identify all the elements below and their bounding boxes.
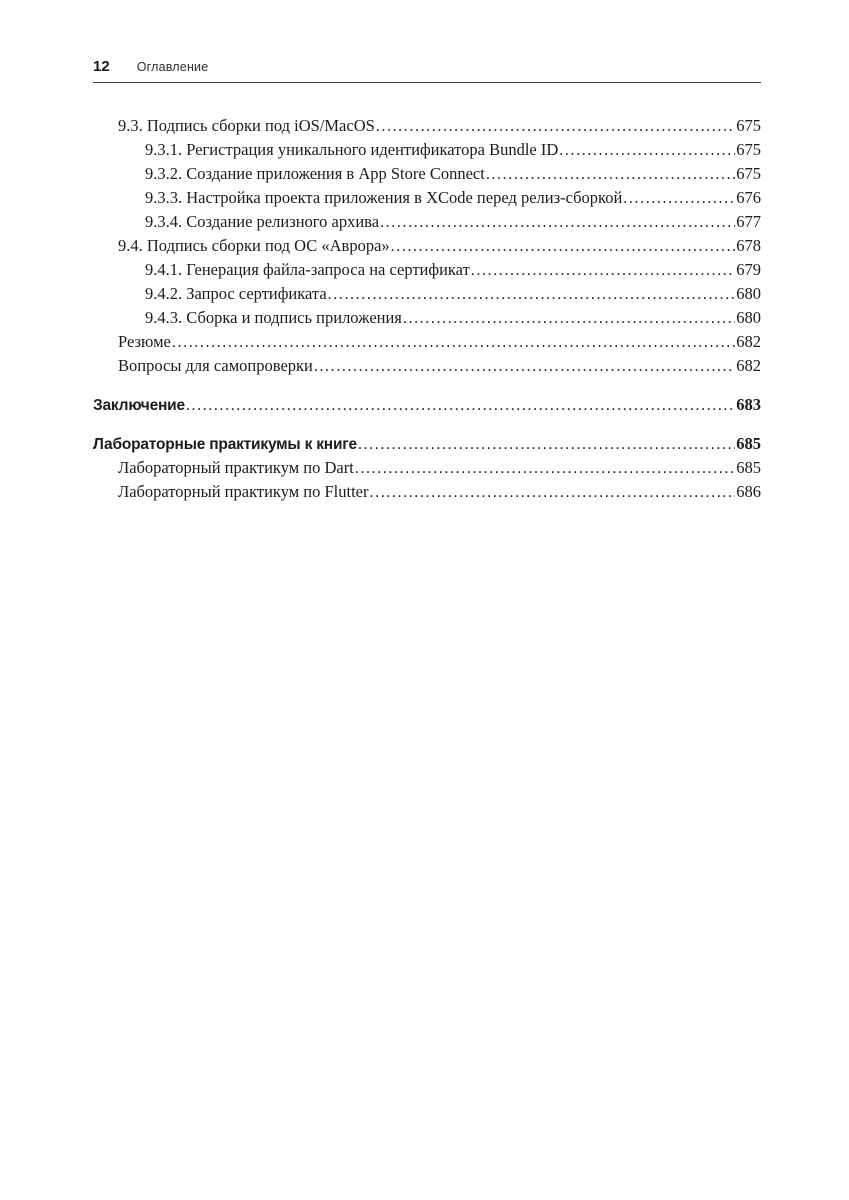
toc-entry-page-number: 675	[736, 164, 761, 183]
toc-entry-title: Лабораторный практикум по Flutter	[118, 482, 369, 501]
toc-entry	[93, 138, 761, 162]
page-number: 12	[93, 58, 110, 75]
toc-entry	[93, 210, 761, 234]
toc-entry-title: 9.4.1. Генерация файла-запроса на сертификат	[145, 260, 470, 279]
toc-entry	[93, 432, 761, 456]
dot-leader	[380, 210, 735, 234]
dot-leader	[172, 330, 735, 354]
table-of-contents	[93, 114, 761, 504]
running-head-title: Оглавление	[136, 60, 209, 74]
toc-entry	[93, 186, 761, 210]
toc-entry-title: Лабораторный практикум по Dart	[118, 458, 354, 477]
dot-leader	[355, 456, 735, 480]
toc-entry-title: Резюме	[118, 332, 171, 351]
toc-entry-page-number: 686	[736, 482, 761, 501]
dot-leader	[370, 480, 736, 504]
toc-entry	[93, 480, 761, 504]
toc-entry-page-number: 682	[736, 332, 761, 351]
toc-entry-title: Лабораторные практикумы к книге	[93, 436, 357, 453]
dot-leader	[623, 186, 735, 210]
toc-entry-title: 9.3. Подпись сборки под iOS/MacOS	[118, 116, 375, 135]
toc-entry	[93, 234, 761, 258]
running-head	[93, 58, 761, 83]
dot-leader	[314, 354, 735, 378]
dot-leader	[486, 162, 735, 186]
toc-entry	[93, 456, 761, 480]
toc-entry	[93, 393, 761, 417]
toc-entry	[93, 162, 761, 186]
toc-entry-title: 9.4.2. Запрос сертификата	[145, 284, 327, 303]
toc-entry-page-number: 685	[736, 458, 761, 477]
toc-entry-page-number: 676	[736, 188, 761, 207]
toc-entry-title: 9.3.2. Создание приложения в App Store Connect	[145, 164, 485, 183]
toc-entry-page-number: 675	[736, 140, 761, 159]
toc-entry	[93, 330, 761, 354]
toc-entry-page-number: 683	[736, 395, 761, 414]
toc-entry-page-number: 675	[736, 116, 761, 135]
toc-entry-title: 9.4. Подпись сборки под ОС «Аврора»	[118, 236, 390, 255]
dot-leader	[403, 306, 735, 330]
toc-entry	[93, 354, 761, 378]
dot-leader	[559, 138, 735, 162]
toc-entry	[93, 114, 761, 138]
dot-leader	[391, 234, 736, 258]
toc-entry-page-number: 685	[736, 434, 761, 453]
toc-entry	[93, 282, 761, 306]
toc-entry-page-number: 677	[736, 212, 761, 231]
toc-entry-page-number: 679	[736, 260, 761, 279]
toc-entry-title: 9.4.3. Сборка и подпись приложения	[145, 308, 402, 327]
dot-leader	[358, 432, 735, 456]
toc-entry-title: 9.3.3. Настройка проекта приложения в XCode перед релиз-сборкой	[145, 188, 623, 207]
toc-entry-title: Заключение	[93, 397, 185, 414]
toc-entry-page-number: 680	[736, 284, 761, 303]
dot-leader	[376, 114, 735, 138]
toc-entry	[93, 306, 761, 330]
toc-entry	[93, 258, 761, 282]
dot-leader	[186, 393, 735, 417]
toc-entry-title: Вопросы для самопроверки	[118, 356, 313, 375]
toc-entry-page-number: 678	[736, 236, 761, 255]
toc-entry-page-number: 682	[736, 356, 761, 375]
dot-leader	[328, 282, 736, 306]
toc-entry-title: 9.3.1. Регистрация уникального идентификатора Bundle ID	[145, 140, 559, 159]
toc-entry-title: 9.3.4. Создание релизного архива	[145, 212, 380, 231]
toc-entry-page-number: 680	[736, 308, 761, 327]
dot-leader	[471, 258, 735, 282]
